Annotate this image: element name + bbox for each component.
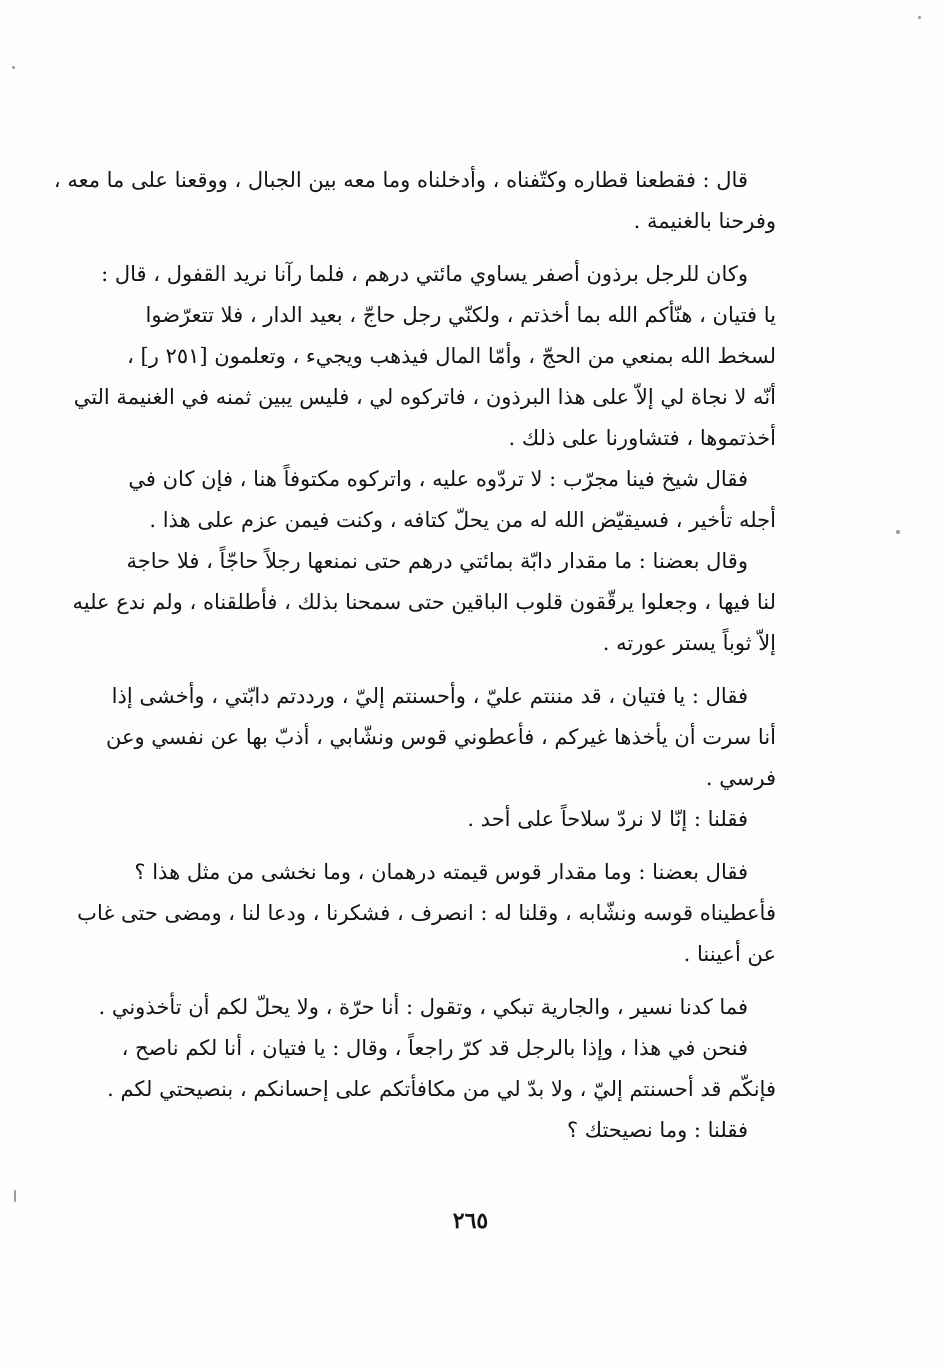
text-line: يا فتيان ، هنّأكم الله بما أخذتم ، ولكنّي رجل حاجّ ، بعيد الدار ، فلا تتعرّضوا bbox=[145, 303, 776, 327]
text-line: أجله تأخير ، فسيقيّض الله له من يحلّ كتافه ، وكنت فيمن عزم على هذا . bbox=[149, 508, 776, 532]
text-line: فقال بعضنا : وما مقدار قوس قيمته درهمان ، وما نخشى من مثل هذا ؟ bbox=[134, 860, 748, 884]
text-line: وفرحنا بالغنيمة . bbox=[633, 209, 776, 233]
scan-speck bbox=[14, 1190, 16, 1202]
text-line: أنّه لا نجاة لي إلاّ على هذا البرذون ، فاتركوه لي ، فليس يبين ثمنه في الغنيمة التي bbox=[73, 385, 776, 409]
page-number: ٢٦٥ bbox=[452, 1208, 489, 1234]
text-line: فإنكّم قد أحسنتم إليّ ، ولا بدّ لي من مكافأتكم على إحسانكم ، بنصيحتي لكم . bbox=[107, 1077, 776, 1101]
text-line: أنا سرت أن يأخذها غيركم ، فأعطوني قوس ونشّابي ، أذبّ بها عن نفسي وعن bbox=[105, 725, 776, 749]
text-line: لسخط الله بمنعي من الحجّ ، وأمّا المال فيذهب ويجيء ، وتعلمون [٢٥١ ر] ، bbox=[127, 344, 776, 368]
text-line: وقال بعضنا : ما مقدار دابّة بمائتي درهم حتى نمنعها رجلاً حاجّاً ، فلا حاجة bbox=[126, 549, 748, 573]
text-line: وكان للرجل برذون أصفر يساوي مائتي درهم ، فلما رآنا نريد القفول ، قال : bbox=[101, 262, 748, 286]
text-line: أخذتموها ، فتشاورنا على ذلك . bbox=[508, 426, 776, 450]
text-line: فقلنا : إنّا لا نردّ سلاحاً على أحد . bbox=[467, 807, 748, 831]
body-text bbox=[53, 160, 776, 1151]
text-line: فقال : يا فتيان ، قد مننتم عليّ ، وأحسنتم إليّ ، ورددتم دابّتي ، وأخشى إذا bbox=[111, 684, 748, 708]
text-line: فأعطيناه قوسه ونشّابه ، وقلنا له : انصرف ، فشكرنا ، ودعا لنا ، ومضى حتى غاب bbox=[77, 901, 776, 925]
text-line: فما كدنا نسير ، والجارية تبكي ، وتقول : أنا حرّة ، ولا يحلّ لكم أن تأخذوني . bbox=[98, 995, 748, 1019]
scan-speck bbox=[896, 530, 900, 534]
text-line: لنا فيها ، وجعلوا يرقّقون قلوب الباقين حتى سمحنا بذلك ، فأطلقناه ، ولم ندع عليه bbox=[72, 590, 776, 614]
scan-speck bbox=[918, 16, 921, 19]
text-line: فقلنا : وما نصيحتك ؟ bbox=[566, 1118, 748, 1142]
text-line: فرسي . bbox=[705, 766, 776, 790]
text-line: عن أعيننا . bbox=[683, 942, 776, 966]
text-line: قال : فقطعنا قطاره وكتّفناه ، وأدخلناه وما معه بين الجبال ، ووقعنا على ما معه ، bbox=[53, 168, 748, 192]
text-line: إلاّ ثوباً يستر عورته . bbox=[602, 631, 776, 655]
text-line: فقال شيخ فينا مجرّب : لا تردّوه عليه ، واتركوه مكتوفاً هنا ، فإن كان في bbox=[128, 467, 748, 491]
text-line: فنحن في هذا ، وإذا بالرجل قد كرّ راجعاً ، وقال : يا فتيان ، أنا لكم ناصح ، bbox=[121, 1036, 748, 1060]
scan-speck bbox=[12, 66, 15, 69]
